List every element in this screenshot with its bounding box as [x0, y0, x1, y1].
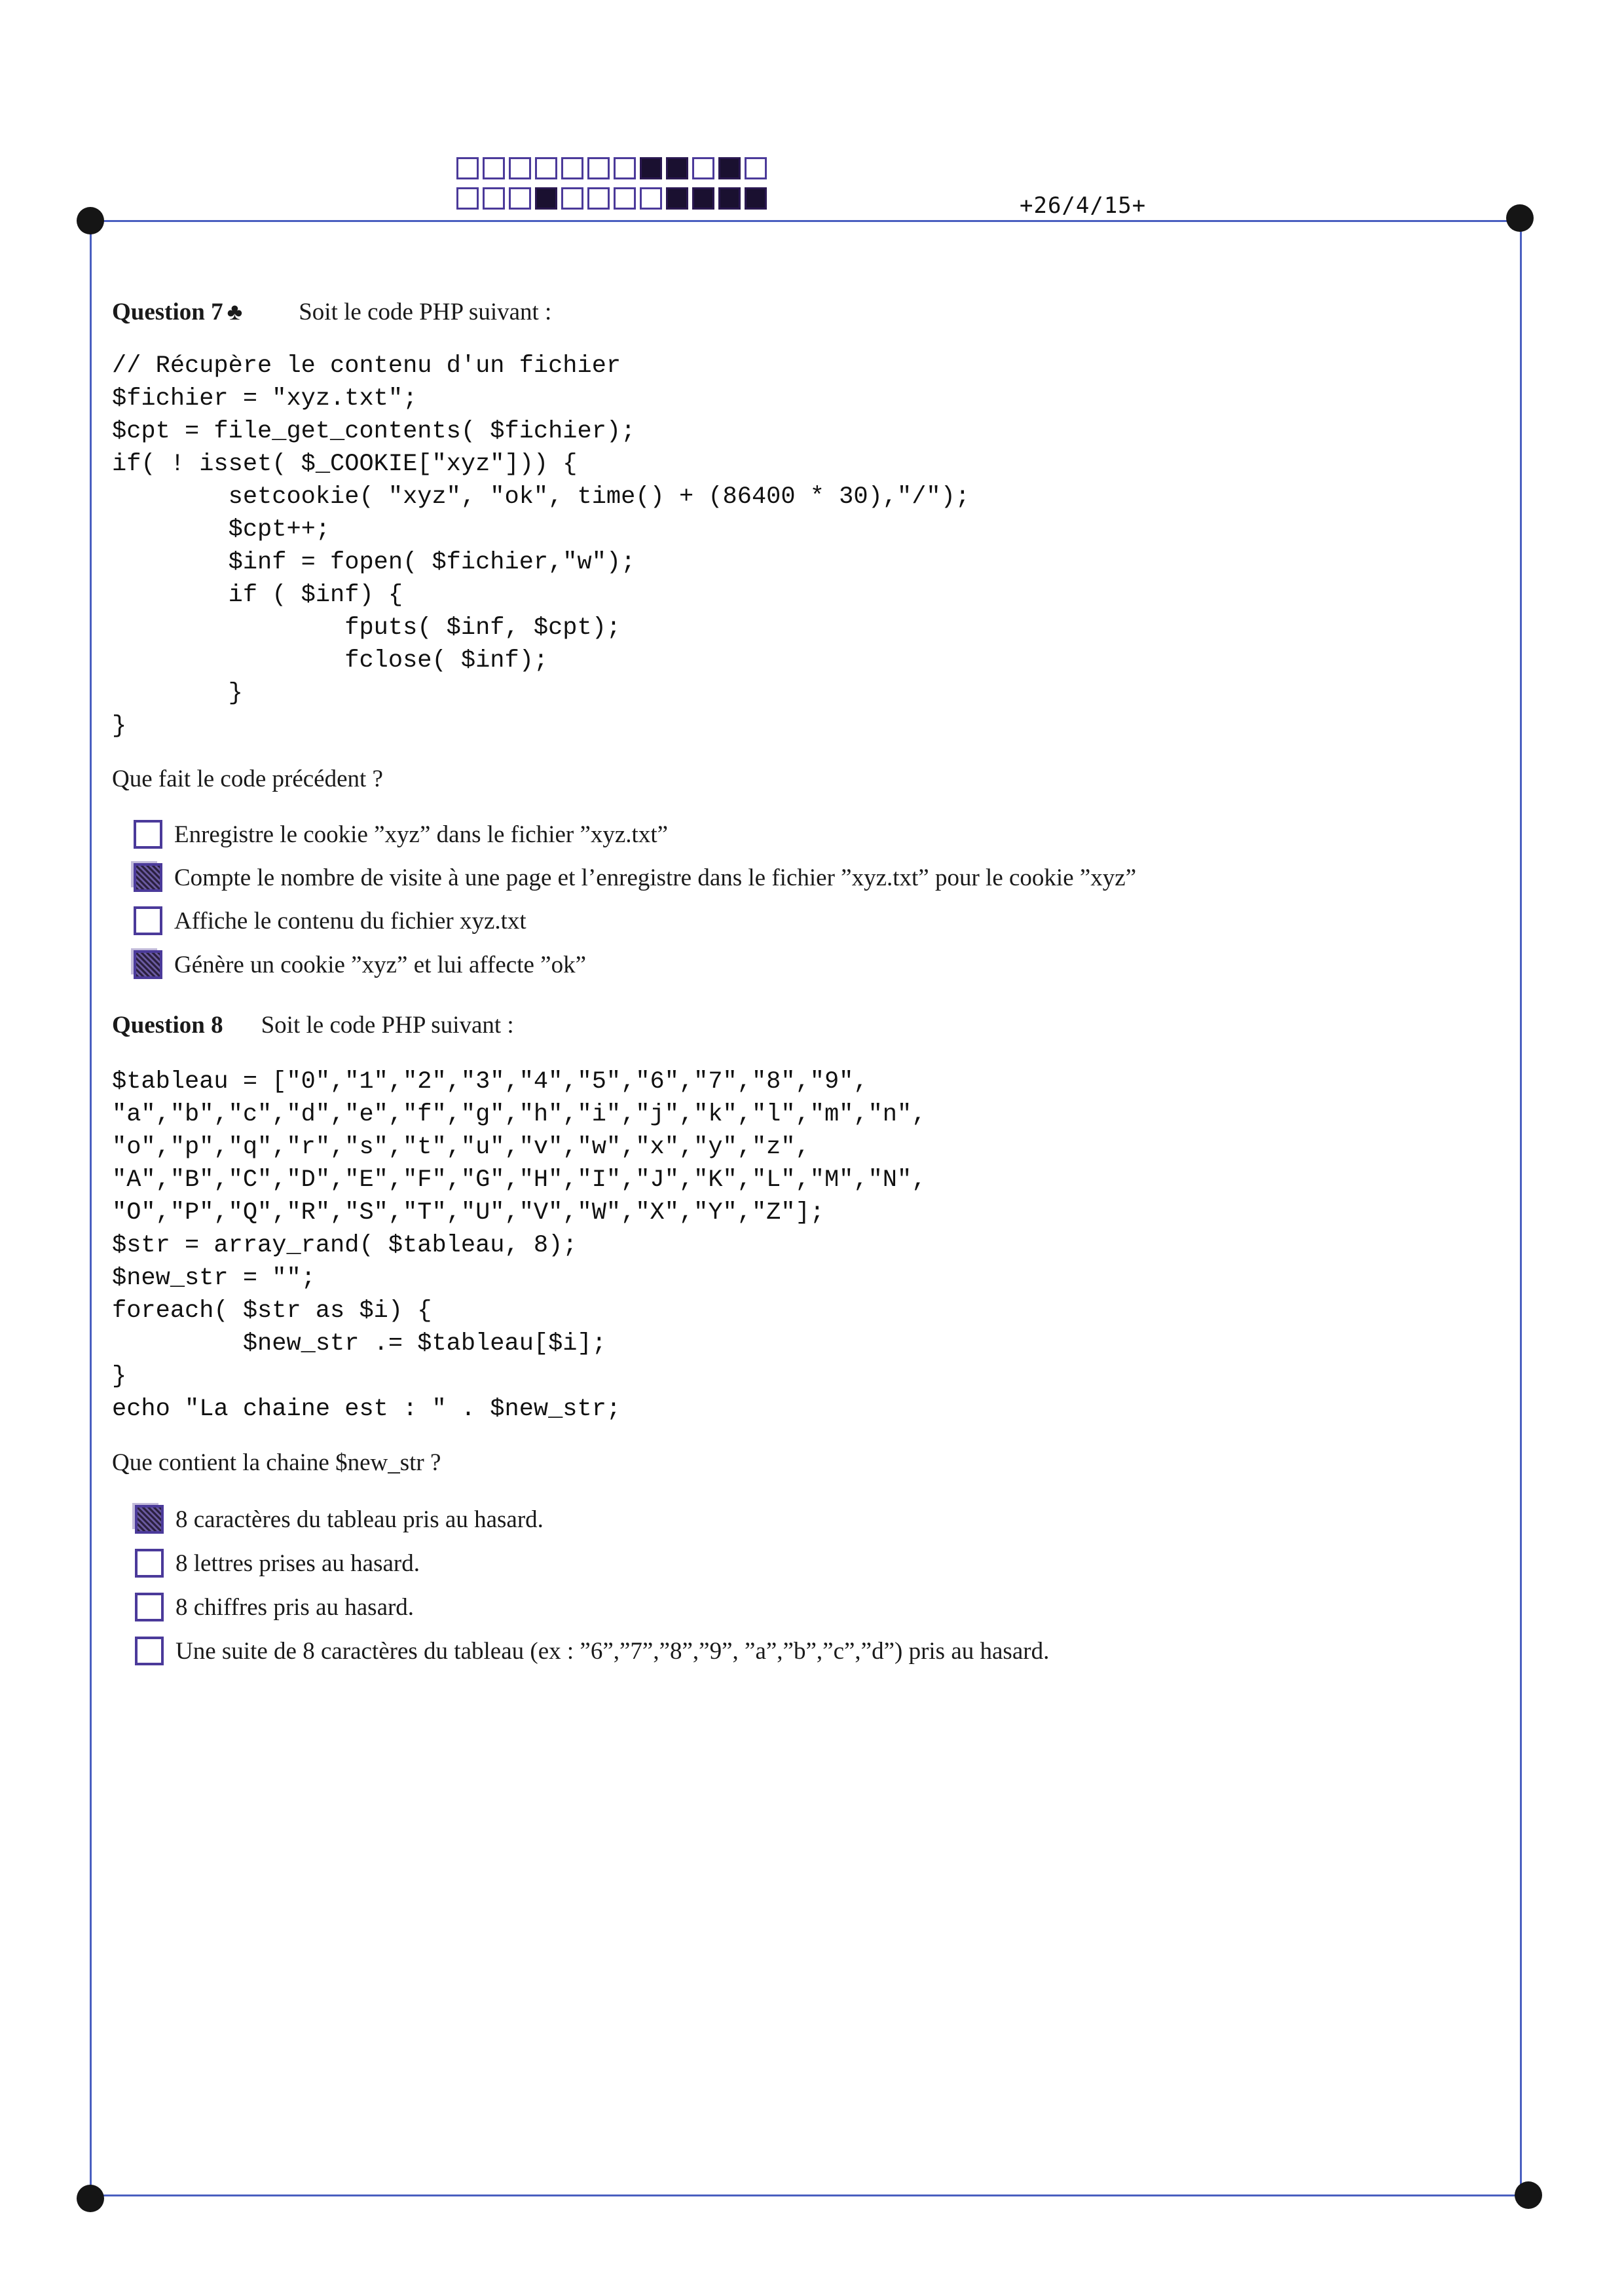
- question-8-answer-3[interactable]: [135, 1589, 414, 1625]
- id-grid-cell: [587, 157, 610, 179]
- answer-checkbox[interactable]: [135, 1593, 164, 1621]
- id-grid-cell: [456, 187, 479, 210]
- answer-text: Compte le nombre de visite à une page et l’enregistre dans le fichier ”xyz.txt” pour le cookie ”xyz”: [174, 864, 1137, 891]
- question-7-prompt: Que fait le code précédent ?: [112, 766, 383, 792]
- id-grid-cell: [561, 157, 583, 179]
- answer-checkbox[interactable]: [134, 906, 162, 935]
- answer-text: Enregistre le cookie ”xyz” dans le fichier ”xyz.txt”: [174, 821, 669, 848]
- corner-mark-bottom-left: [77, 2185, 104, 2212]
- id-grid-cell: [666, 187, 688, 210]
- id-grid-cell: [640, 157, 662, 179]
- student-id-grid: [456, 157, 771, 217]
- id-grid-cell: [535, 157, 557, 179]
- question-8-answer-1[interactable]: [135, 1502, 544, 1537]
- answer-text: 8 chiffres pris au hasard.: [175, 1593, 415, 1621]
- id-grid-cell: [483, 187, 505, 210]
- id-grid-cell: [483, 157, 505, 179]
- corner-mark-bottom-right: [1515, 2181, 1542, 2209]
- answer-text: Une suite de 8 caractères du tableau (ex : ”6”,”7”,”8”,”9”, ”a”,”b”,”c”,”d”) pris au hasard.: [175, 1637, 1050, 1665]
- question-8-answer-2[interactable]: [135, 1546, 420, 1581]
- question-7-answer-4[interactable]: [134, 947, 586, 982]
- question-8-answer-4[interactable]: [135, 1633, 1049, 1669]
- answer-checkbox[interactable]: [134, 950, 162, 979]
- frame-bottom: [91, 2194, 1529, 2196]
- id-grid-cell: [614, 187, 636, 210]
- id-grid-cell: [456, 157, 479, 179]
- answer-text: Génère un cookie ”xyz” et lui affecte ”ok”: [174, 951, 586, 978]
- frame-top: [91, 220, 1521, 222]
- answer-text: Affiche le contenu du fichier xyz.txt: [174, 907, 526, 935]
- question-8-prompt: Que contient la chaine $new_str ?: [112, 1449, 441, 1476]
- answer-checkbox[interactable]: [135, 1637, 164, 1665]
- id-grid-cell: [509, 187, 531, 210]
- id-grid-cell: [718, 157, 741, 179]
- question-7-header: [112, 298, 551, 326]
- id-grid-cell: [587, 187, 610, 210]
- id-grid-cell: [692, 157, 714, 179]
- question-8-header: [112, 1011, 514, 1039]
- answer-checkbox[interactable]: [134, 863, 162, 892]
- id-grid-cell: [640, 187, 662, 210]
- question-8-intro: Soit le code PHP suivant :: [261, 1012, 514, 1039]
- frame-right: [1520, 220, 1522, 2195]
- id-grid-cell: [692, 187, 714, 210]
- id-grid-cell: [509, 157, 531, 179]
- question-7-intro: Soit le code PHP suivant :: [299, 299, 552, 325]
- question-8-code: $tableau = ["0","1","2","3","4","5","6","7","8","9", "a","b","c","d","e","f","g","h","i","j","k","l","m","n", "o","p","q","r","s","t","u","v","w","x","y","z", "A","B","C","D","E","F","G","H","I","J","K","L","M","N", "O","P","Q","R","S","T","U","V","W","X","Y","Z"]; $str = array_rand( $tableau, 8); $new_str = ""; foreach( $str as $i) { $new_str .= $tableau[$i]; } echo "La chaine est : " . $new_str;: [112, 1068, 927, 1423]
- id-grid-cell: [666, 157, 688, 179]
- corner-mark-top-left: [77, 207, 104, 234]
- question-7-answer-3[interactable]: [134, 903, 526, 938]
- question-7-code: // Récupère le contenu d'un fichier $fichier = "xyz.txt"; $cpt = file_get_contents( $fichier); if( ! isset( $_COOKIE["xyz"])) { setcookie( "xyz", "ok", time() + (86400 * 30),"/"); $cpt++; $inf = fopen( $fichier,"w"); if ( $inf) { fputs( $inf, $cpt); fclose( $inf); } }: [112, 352, 970, 740]
- id-grid-row: [456, 157, 771, 183]
- corner-mark-top-right: [1506, 204, 1534, 232]
- id-grid-cell: [745, 187, 767, 210]
- id-grid-cell: [745, 157, 767, 179]
- id-grid-cell: [561, 187, 583, 210]
- question-7-answer-1[interactable]: [134, 817, 668, 852]
- answer-checkbox[interactable]: [135, 1549, 164, 1578]
- id-grid-cell: [718, 187, 741, 210]
- answer-checkbox[interactable]: [135, 1505, 164, 1534]
- frame-left: [90, 220, 92, 2198]
- id-grid-row: [456, 187, 771, 213]
- question-7-answer-2[interactable]: [134, 860, 1136, 895]
- club-icon: ♣: [227, 299, 243, 325]
- answer-text: 8 lettres prises au hasard.: [175, 1549, 420, 1577]
- id-grid-cell: [535, 187, 557, 210]
- question-8-label: Question 8: [112, 1012, 223, 1039]
- question-7-label: Question 7: [112, 299, 223, 325]
- id-grid-cell: [614, 157, 636, 179]
- sheet-code: +26/4/15+: [1020, 193, 1147, 219]
- answer-text: 8 caractères du tableau pris au hasard.: [175, 1506, 544, 1533]
- answer-checkbox[interactable]: [134, 820, 162, 849]
